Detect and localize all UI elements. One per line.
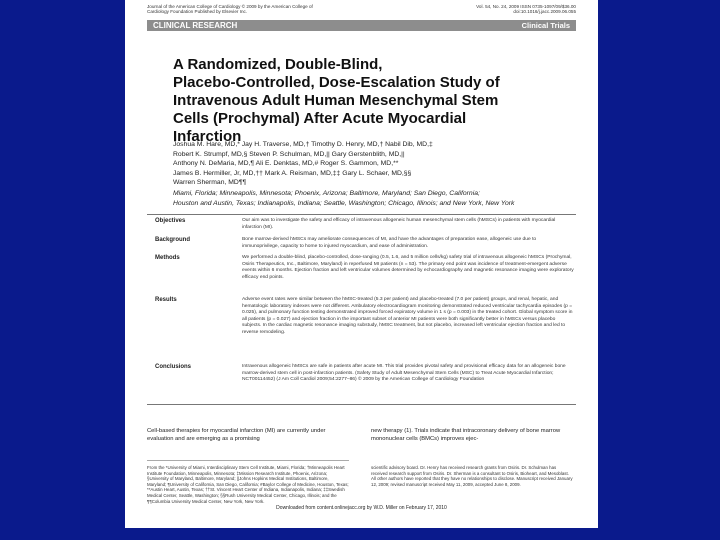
abstract-label: Objectives <box>155 218 186 224</box>
journal-article-page <box>125 0 598 528</box>
title-line: Placebo-Controlled, Dose-Escalation Study of <box>173 74 500 91</box>
title-line: Cells (Prochymal) After Acute Myocardial Infarction <box>173 110 467 145</box>
abstract-text: We performed a double-blind, placebo-controlled, dose-ranging (0.5, 1.6, and 5 million cells/kg) safety trial of intravenous allogeneic hMSCs (Prochymal, Osiris Therapeutics, Inc., Baltimore, Maryland) in reperfused MI patients (n = 53). The primary end point was incidence of treatment-emergent adverse events within 6 months. Ejection fraction and left ventricular volumes determined by echocardiography and magnetic resonance imaging were exploratory efficacy end points. <box>242 255 574 280</box>
author-line: James B. Hermiller, Jr, MD,†† Mark A. Reisman, MD,‡‡ Gary L. Schaer, MD,§§ <box>173 169 412 177</box>
author-line: Warren Sherman, MD¶¶ <box>173 179 247 187</box>
intro-text-left: Cell-based therapies for myocardial infarction (MI) are currently under evaluation and are emerging as a promising <box>147 428 326 442</box>
author-line: Anthony N. DeMaria, MD,¶ Ali E. Denktas, MD,# Roger S. Gammon, MD,** <box>173 160 399 168</box>
section-band <box>147 20 576 31</box>
article-title <box>173 56 513 146</box>
author-line: Joshua M. Hare, MD,* Jay H. Traverse, MD,† Timothy D. Henry, MD,† Nabil Dib, MD,‡ <box>173 141 433 148</box>
abstract-label: Background <box>155 237 191 243</box>
affiliation-locations <box>173 189 518 208</box>
abstract-top-rule <box>147 214 576 215</box>
abstract-label: Conclusions <box>155 364 192 370</box>
affiliation-line: Miami, Florida; Minneapolis, Minnesota; Phoenix, Arizona; Baltimore, Maryland; San Diego, California; <box>173 190 480 197</box>
download-notice: Downloaded from content.onlinejacc.org by W.D. Miller on February 17, 2010 <box>276 505 447 511</box>
section-label: CLINICAL RESEARCH <box>153 21 238 30</box>
footnote-right: scientific advisory board. Dr. Henry has received research grants from Osiris. Dr. Schulman has received research support from Osiris. Dr. Sherman is a consultant to Osiris, Bioheart, and Mesoblast. All other authors have reported that they have no relationships to disclose. Manuscript received January 12, 2009; revised manuscript received May 11, 2009, accepted June 8, 2009. <box>371 465 573 487</box>
abstract-label: Methods <box>155 255 180 261</box>
abstract-text: Intravenous allogeneic hMSCs are safe in patients after acute MI. This trial provides pivotal safety and provisional efficacy data for an allogeneic bone marrow-derived stem cell in post-infarction patients. (Safety Study of Adult Mesenchymal Stem Cells (MSC) to Treat Acute Myocardial Infarction; NCT00114452) (J Am Coll Cardiol 2009;54:2277–86) © 2009 by the American College of Cardiology Foundation <box>242 364 566 383</box>
author-list <box>173 140 493 188</box>
footnote-left: From the *University of Miami, Interdisciplinary Stem Cell Institute, Miami, Florida; †Minneapolis Heart Institute Foundation, Minneapolis, Minnesota; ‡Mission Research Institute, Phoenix, Arizona; §University of Maryland, Baltimore, Maryland; ||Johns Hopkins Medical Institutions, Baltimore, Maryland; ¶University of California, San Diego, California; #Baylor College of Medicine, Houston, Texas; **Austin Heart, Austin, Texas; ††St. Vincent Heart Center of Indiana, Indianapolis, Indiana; ‡‡Swedish Medical Center, Seattle, Washington; §§Rush University Medical Center, Chicago, Illinois; and the ¶¶Columbia University Medical Center, New York, New York. <box>147 465 349 504</box>
footnote-rule <box>147 460 349 461</box>
author-line: Robert K. Strumpf, MD,§ Steven P. Schulman, MD,|| Gary Gerstenblith, MD,|| <box>173 150 405 158</box>
abstract-text: Bone marrow-derived hMSCs may ameliorate consequences of MI, and have the advantages of preparation ease, allogeneic use due to immunoprivilege, capacity to home to injured myocardium, and ease of administration. <box>242 237 537 249</box>
affiliation-line: Houston and Austin, Texas; Indianapolis, Indiana; Seattle, Washington; Chicago, Illinois; and New York, New York <box>173 199 515 207</box>
title-line: Intravenous Adult Human Mesenchymal Stem <box>173 92 499 109</box>
intro-text-right: new therapy (1). Trials indicate that intracoronary delivery of bone marrow mononuclear cells (BMCs) improves ejec- <box>371 428 561 442</box>
abstract-text: Adverse event rates were similar between the hMSC-treated (5.3 per patient) and placebo-treated (7.0 per patient) groups, and renal, hepatic, and hematologic laboratory indexes were not different. Ambulatory electrocardiogram monitoring demonstrated reduced ventricular tachycardia episodes (p = 0.025), and pulmonary function testing demonstrated improved forced expiratory volume in 1 s (p = 0.003) in the treated cohort. Global symptom score in all patients (p = 0.027) and ejection fraction in the important subset of anterior MI patients were both significantly better in hMSCs versus placebo subjects. In the cardiac magnetic resonance imaging substudy, hMSC treatment, but not placebo, increased left ventricular ejection fraction and led to reverse remodeling. <box>242 297 573 335</box>
journal-header-right: Vol. 54, No. 24, 2009 ISSN 0735-1097/09/$36.00 doi:10.1016/j.jacc.2009.06.055 <box>476 4 576 15</box>
abstract-text: Our aim was to investigate the safety and efficacy of intravenous allogeneic human mesenchymal stem cells (hMSCs) in patients with myocardial infarction (MI). <box>242 218 556 230</box>
title-line: A Randomized, Double-Blind, <box>173 56 383 73</box>
abstract-bottom-rule <box>147 404 576 405</box>
journal-header-left: Journal of the American College of Cardiology © 2009 by the American College of Cardiology Foundation Published by Elsevier Inc. <box>147 4 313 15</box>
abstract-label: Results <box>155 297 177 303</box>
category-label: Clinical Trials <box>521 21 570 30</box>
